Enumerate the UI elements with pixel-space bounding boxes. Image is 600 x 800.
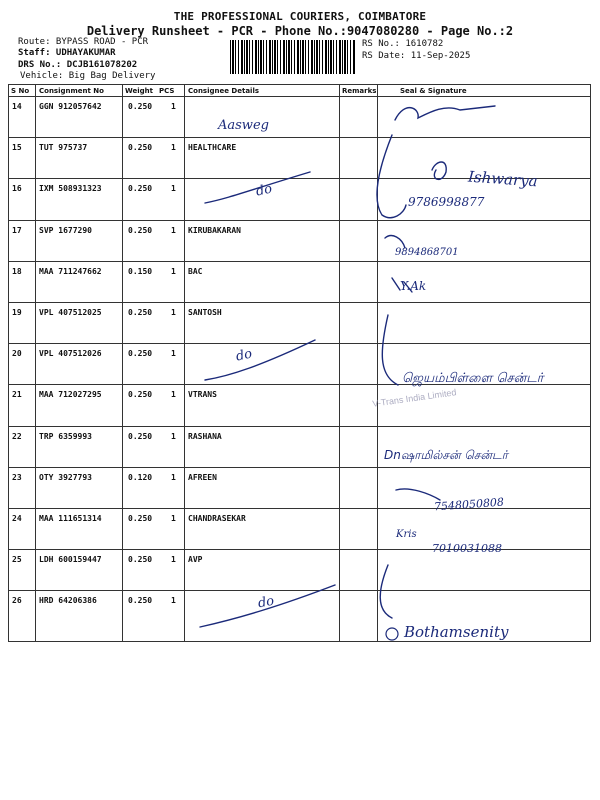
cell-weight: 0.250 — [128, 390, 153, 399]
cell-consignment: VPL 407512025 — [39, 308, 102, 317]
cell-consignment: MAA 712027295 — [39, 390, 102, 399]
signature-text: Dnஷாமில்சன் சென்டர் — [384, 448, 508, 462]
cell-pcs: 1 — [171, 226, 176, 235]
cell-consignment: HRD 64206386 — [39, 596, 97, 605]
signature-phone: 7010031088 — [432, 542, 502, 555]
cell-consignment: LDH 600159447 — [39, 555, 102, 564]
cell-weight: 0.120 — [128, 473, 153, 482]
cell-consignment: GGN 912057642 — [39, 102, 102, 111]
col-header-signature: Seal & Signature — [400, 87, 467, 95]
signature-phone: 7548050808 — [433, 495, 505, 514]
signature-text: Y.Ak — [400, 279, 427, 293]
cell-weight: 0.250 — [128, 143, 153, 152]
cell-sno: 17 — [12, 226, 22, 235]
cell-pcs: 1 — [171, 267, 176, 276]
staff-label: Staff: UDHAYAKUMAR — [18, 48, 116, 58]
cell-weight: 0.250 — [128, 226, 153, 235]
cell-consignee: SANTOSH — [188, 308, 222, 317]
cell-pcs: 1 — [171, 390, 176, 399]
cell-sno: 19 — [12, 308, 22, 317]
company-title: THE PROFESSIONAL COURIERS, COIMBATORE — [173, 10, 427, 23]
cell-consignment: SVP 1677290 — [39, 226, 92, 235]
col-header-pcs: PCS — [159, 87, 175, 95]
ditto-stroke — [205, 172, 310, 203]
cell-sno: 24 — [12, 514, 22, 523]
cell-pcs: 1 — [171, 102, 176, 111]
cell-sno: 23 — [12, 473, 22, 482]
runsheet-subtitle: Delivery Runsheet - PCR - Phone No.:9047080280 - Page No.:2 — [86, 24, 514, 38]
col-header-consignee: Consignee Details — [188, 87, 260, 95]
cell-pcs: 1 — [171, 143, 176, 152]
signature-text: Bothamsenity — [404, 623, 509, 641]
cell-weight: 0.250 — [128, 102, 153, 111]
cell-weight: 0.250 — [128, 514, 153, 523]
cell-consignment: MAA 111651314 — [39, 514, 102, 523]
cell-consignment: VPL 407512026 — [39, 349, 102, 358]
cell-consignee: RASHANA — [188, 432, 222, 441]
cell-consignment: TRP 6359993 — [39, 432, 92, 441]
cell-pcs: 1 — [171, 596, 176, 605]
signature-stroke — [432, 162, 446, 179]
signature-stroke — [382, 315, 398, 385]
cell-pcs: 1 — [171, 432, 176, 441]
col-header-sno: S No — [11, 87, 30, 95]
cell-consignee: KIRUBAKARAN — [188, 226, 241, 235]
cell-pcs: 1 — [171, 308, 176, 317]
cell-pcs: 1 — [171, 514, 176, 523]
cell-weight: 0.250 — [128, 349, 153, 358]
cell-consignee: VTRANS — [188, 390, 217, 399]
signature-phone: 9786998877 — [408, 195, 485, 209]
signature-stroke — [380, 565, 392, 618]
cell-sno: 21 — [12, 390, 22, 399]
drs-number: DRS No.: DCJB161078202 — [18, 60, 138, 70]
cell-pcs: 1 — [171, 473, 176, 482]
col-header-consignment: Consignment No — [39, 87, 104, 95]
col-header-remarks: Remarks — [342, 87, 377, 95]
cell-pcs: 1 — [171, 555, 176, 564]
signature-text: Kris — [396, 529, 417, 540]
cell-consignment: OTY 3927793 — [39, 473, 92, 482]
handwritten-consignee: Aasweg — [218, 118, 269, 133]
signature-stroke — [396, 489, 440, 500]
cell-pcs: 1 — [171, 184, 176, 193]
cell-consignment: MAA 711247662 — [39, 267, 102, 276]
cell-sno: 16 — [12, 184, 22, 193]
ditto-mark: do — [256, 593, 276, 612]
cell-sno: 26 — [12, 596, 22, 605]
cell-consignee: AFREEN — [188, 473, 217, 482]
col-header-weight: Weight — [125, 87, 153, 95]
signature-phone: 9894868701 — [395, 247, 459, 258]
cell-weight: 0.250 — [128, 432, 153, 441]
cell-sno: 22 — [12, 432, 22, 441]
signature-text: ஜெயம்பிள்ளை சென்டர் — [402, 371, 544, 386]
cell-consignee: BAC — [188, 267, 203, 276]
company-stamp: V-Trans India Limited — [371, 387, 458, 409]
cell-sno: 20 — [12, 349, 22, 358]
cell-sno: 18 — [12, 267, 22, 276]
cell-pcs: 1 — [171, 349, 176, 358]
cell-consignee: HEALTHCARE — [188, 143, 237, 152]
cell-weight: 0.150 — [128, 267, 153, 276]
ditto-stroke — [205, 340, 315, 380]
vehicle-label: Vehicle: Big Bag Delivery — [20, 71, 156, 81]
ditto-mark: do — [254, 181, 274, 200]
cell-weight: 0.250 — [128, 184, 153, 193]
cell-consignment: IXM 508931323 — [39, 184, 102, 193]
cell-sno: 15 — [12, 143, 22, 152]
cell-sno: 14 — [12, 102, 22, 111]
cell-consignee: CHANDRASEKAR — [188, 514, 246, 523]
signature-stroke — [386, 628, 398, 640]
cell-sno: 25 — [12, 555, 22, 564]
cell-consignee: AVP — [188, 555, 203, 564]
cell-weight: 0.250 — [128, 308, 153, 317]
cell-consignment: TUT 975737 — [39, 143, 88, 152]
rs-number: RS No.: 1610782 — [362, 39, 444, 49]
ditto-stroke — [200, 585, 335, 627]
cell-weight: 0.250 — [128, 555, 153, 564]
route-label: Route: BYPASS ROAD - PCR — [18, 37, 149, 47]
signature-stroke — [395, 106, 495, 120]
rs-date: RS Date: 11-Sep-2025 — [362, 51, 471, 61]
cell-weight: 0.250 — [128, 596, 153, 605]
signature-text: Ishwarya — [467, 167, 539, 191]
ditto-mark: do — [234, 346, 254, 365]
signature-stroke — [377, 135, 406, 218]
